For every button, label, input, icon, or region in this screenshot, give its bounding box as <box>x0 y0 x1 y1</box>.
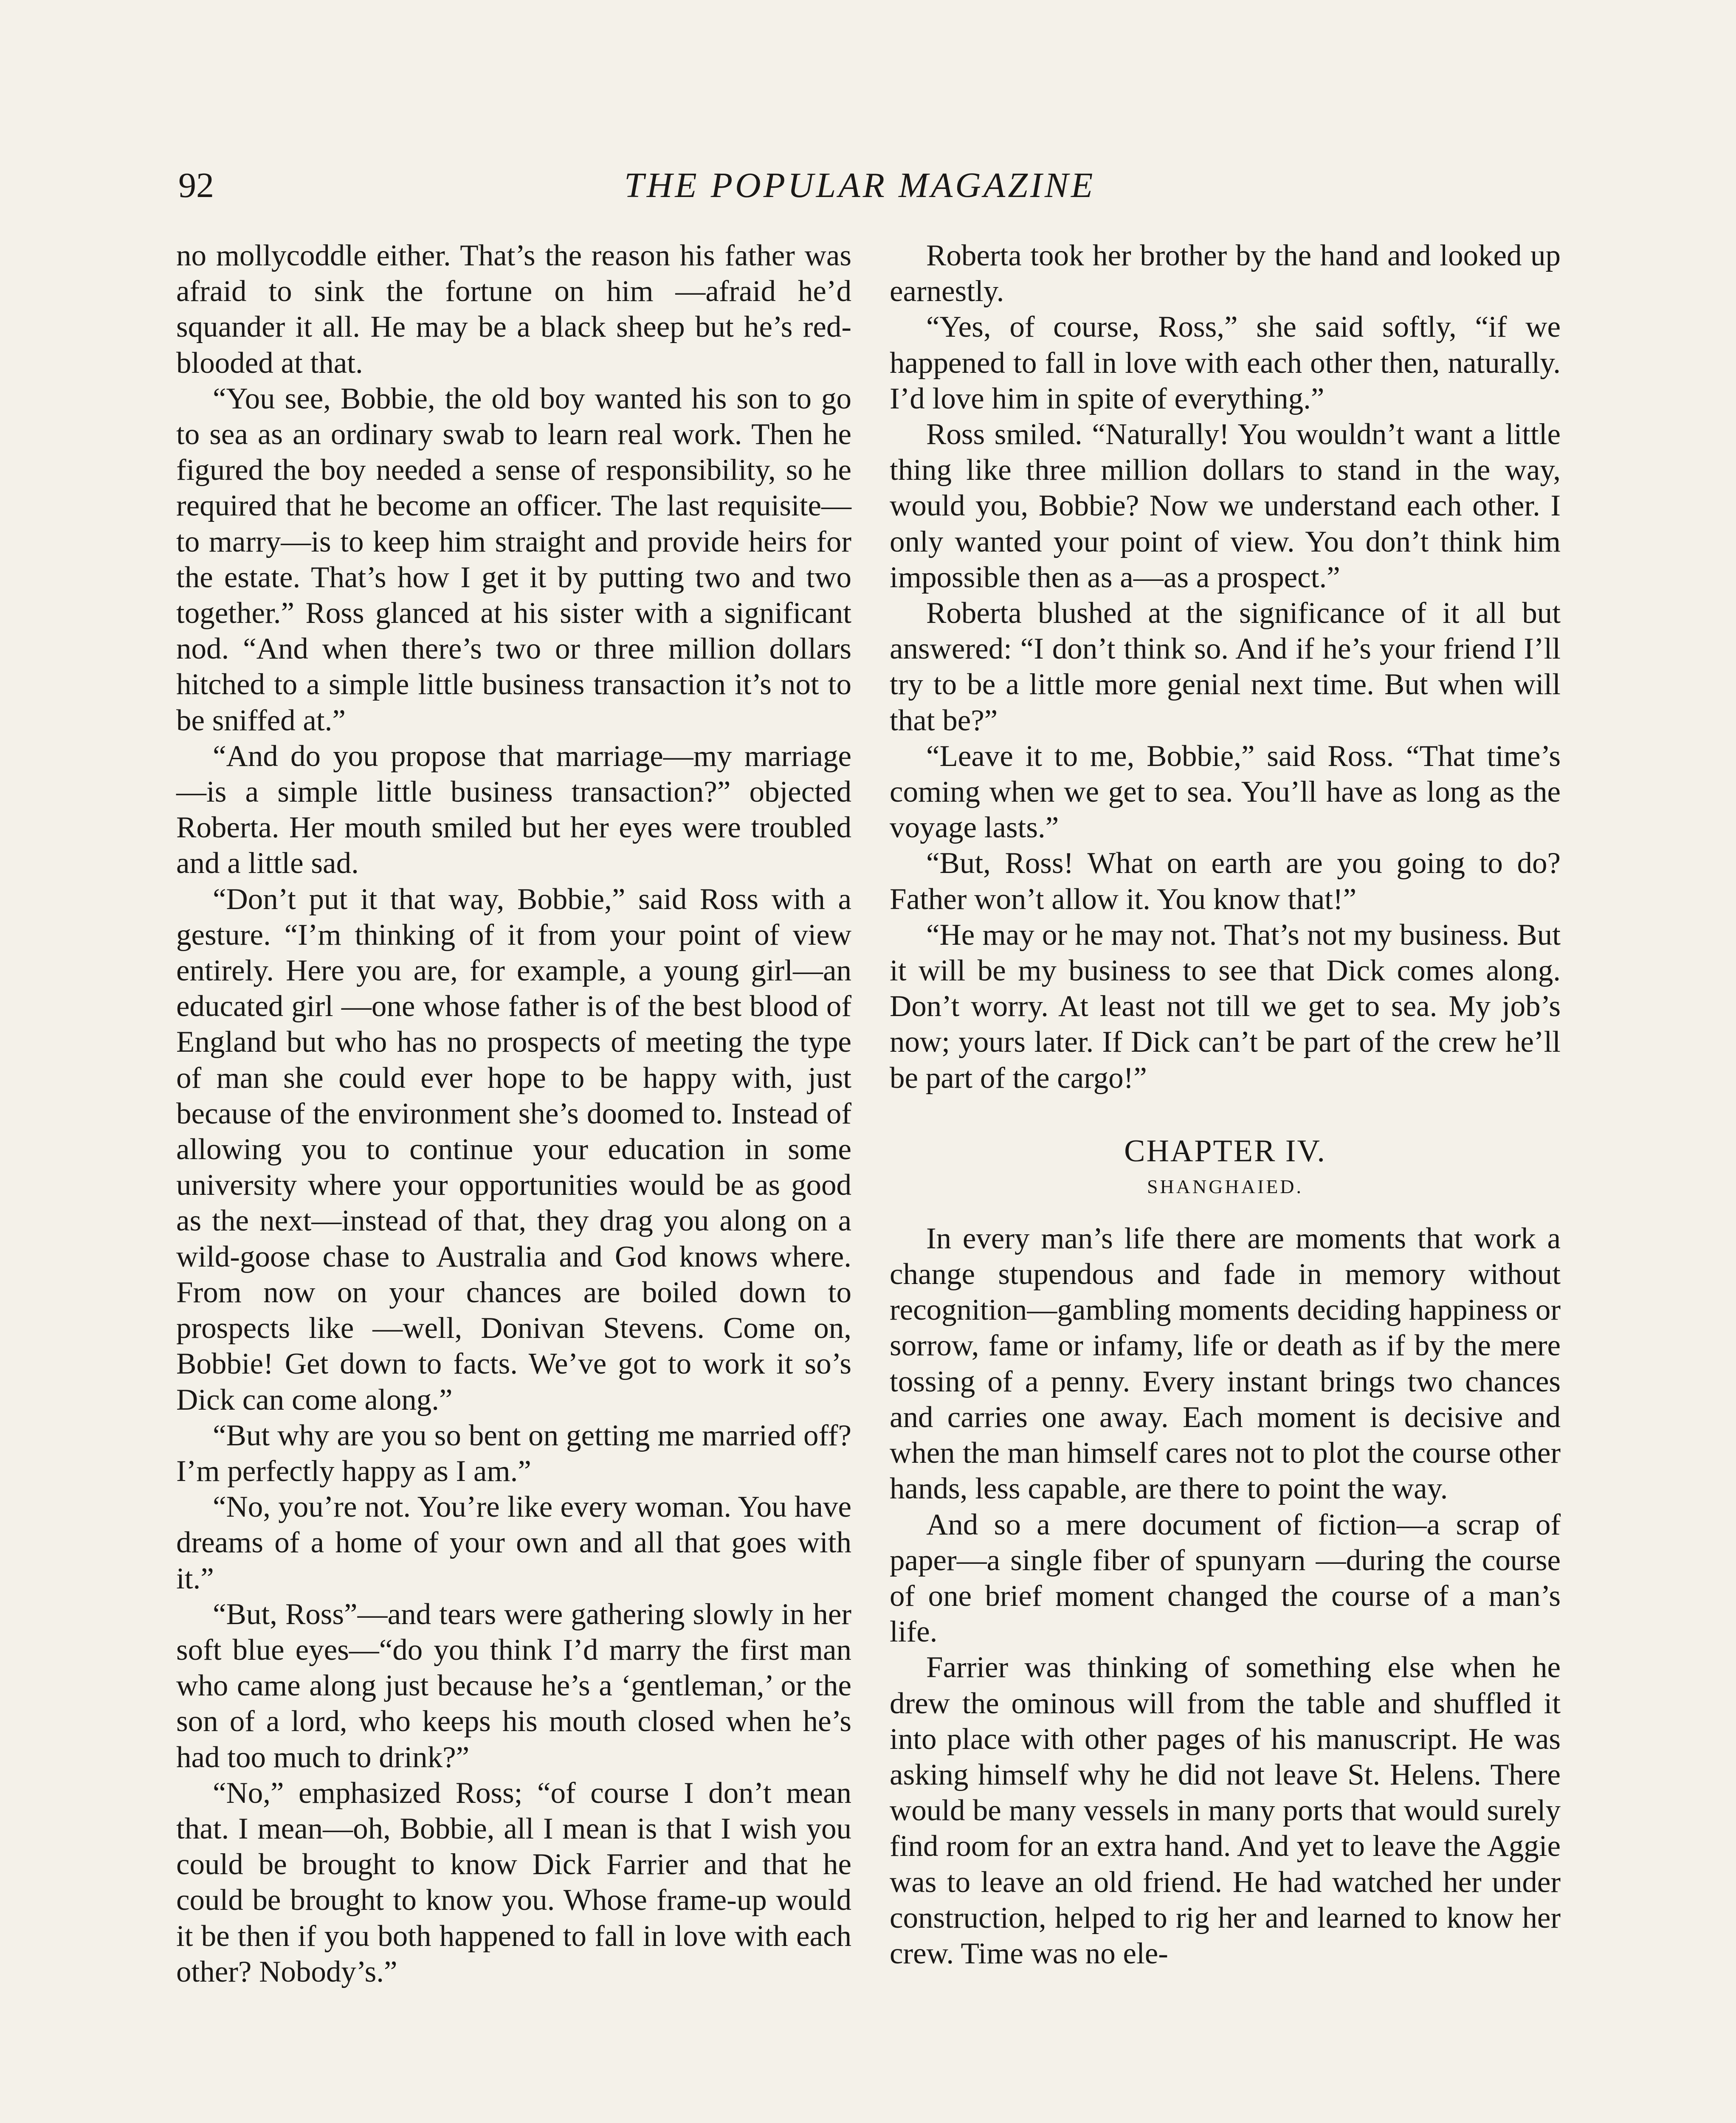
paragraph: “He may or he may not. That’s not my business. But it will be my business to see that Dick comes along. Don’t worry. At least not till we get to sea. My job’s now; yours later. If Dick can’t be part of the crew he’ll be part of the cargo!” <box>890 918 1561 1095</box>
paragraph: And so a mere document of fiction—a scrap of paper—a single fiber of spunyarn —during the course of one brief moment changed the course of a man’s life. <box>890 1508 1561 1649</box>
paragraph: “No, you’re not. You’re like every woman. You have dreams of a home of your own and all that goes with it.” <box>176 1490 851 1595</box>
paragraph: Roberta blushed at the significance of it all but answered: “I don’t think so. And if he’s your friend I’ll try to be a little more genial next time. But when will that be?” <box>890 597 1561 737</box>
running-head: THE POPULAR MAGAZINE <box>624 166 1096 205</box>
paragraph: “But, Ross! What on earth are you going to do? Father won’t allow it. You know that!” <box>890 847 1561 916</box>
paragraph: “You see, Bobbie, the old boy wanted his son to go to sea as an ordinary swab to learn real work. Then he figured the boy needed a sense of responsibility, so he required that he become an officer. The last requisite— to marry—is to keep him straight and provide heirs for the estate. That’s how I get it by putting two and two together.” Ross glanced at his sister with a significant nod. “And when there’s two or three million dollars hitched to a simple little business transaction it’s not to be sniffed at.” <box>176 382 851 737</box>
right-column <box>890 238 1561 1971</box>
paragraph: “Don’t put it that way, Bobbie,” said Ross with a gesture. “I’m thinking of it from your point of view entirely. Here you are, for example, a young girl—an educated girl —one whose father is of the best blood of England but who has no prospects of meeting the type of man she could ever hope to be happy with, just because of the environment she’s doomed to. Instead of allowing you to continue your education in some university where your opportunities would be as good as the next—instead of that, they drag you along on a wild-goose chase to Australia and God knows where. From now on your chances are boiled down to prospects like —well, Donivan Stevens. Come on, Bobbie! Get down to facts. We’ve got to work it so’s Dick can come along.” <box>176 882 851 1416</box>
paragraph: “No,” emphasized Ross; “of course I don’t mean that. I mean—oh, Bobbie, all I mean is that I wish you could be brought to know Dick Farrier and that he could be brought to know you. Whose frame-up would it be then if you both happened to fall in love with each other? Nobody’s.” <box>176 1776 851 1988</box>
paragraph: “And do you propose that marriage—my marriage—is a simple little business transaction?” objected Roberta. Her mouth smiled but her eyes were troubled and a little sad. <box>176 739 851 880</box>
paragraph: “Yes, of course, Ross,” she said softly, “if we happened to fall in love with each other then, naturally. I’d love him in spite of everything.” <box>890 310 1561 415</box>
paragraph: “But why are you so bent on getting me married off? I’m perfectly happy as I am.” <box>176 1419 851 1488</box>
paragraph: “But, Ross”—and tears were gathering slowly in her soft blue eyes—“do you think I’d marry the first man who came along just because he’s a ‘gentleman,’ or the son of a lord, who keeps his mouth closed when he’s had too much to drink?” <box>176 1597 851 1774</box>
paragraph: no mollycoddle either. That’s the reason his father was afraid to sink the fortune on him —afraid he’d squander it all. He may be a black sheep but he’s red-blooded at that. <box>176 239 851 380</box>
paragraph: Roberta took her brother by the hand and looked up earnestly. <box>890 239 1561 308</box>
page-number: 92 <box>178 166 214 205</box>
chapter-subtitle: SHANGHAIED. <box>1147 1175 1304 1197</box>
paragraph: “Leave it to me, Bobbie,” said Ross. “That time’s coming when we get to sea. You’ll have as long as the voyage lasts.” <box>890 739 1561 845</box>
left-column <box>176 238 851 1990</box>
paragraph: Ross smiled. “Naturally! You wouldn’t want a little thing like three million dollars to stand in the way, would you, Bobbie? Now we understand each other. I only wanted your point of view. You don’t think him impossible then as a—as a prospect.” <box>890 418 1561 594</box>
paragraph: In every man’s life there are moments that work a change stupendous and fade in memory without recognition—gambling moments deciding happiness or sorrow, fame or infamy, life or death as if by the mere tossing of a penny. Every instant brings two chances and carries one away. Each moment is decisive and when the man himself cares not to plot the course other hands, less capable, are there to point the way. <box>890 1222 1561 1506</box>
paragraph: Farrier was thinking of something else when he drew the ominous will from the table and shuffled it into place with other pages of his manuscript. He was asking himself why he did not leave St. Helens. There would be many vessels in many ports that would surely find room for an extra hand. And yet to leave the Aggie was to leave an old friend. He had watched her under construction, helped to rig her and learned to know her crew. Time was no ele- <box>890 1651 1561 1970</box>
chapter-heading: CHAPTER IV. <box>1124 1133 1326 1168</box>
